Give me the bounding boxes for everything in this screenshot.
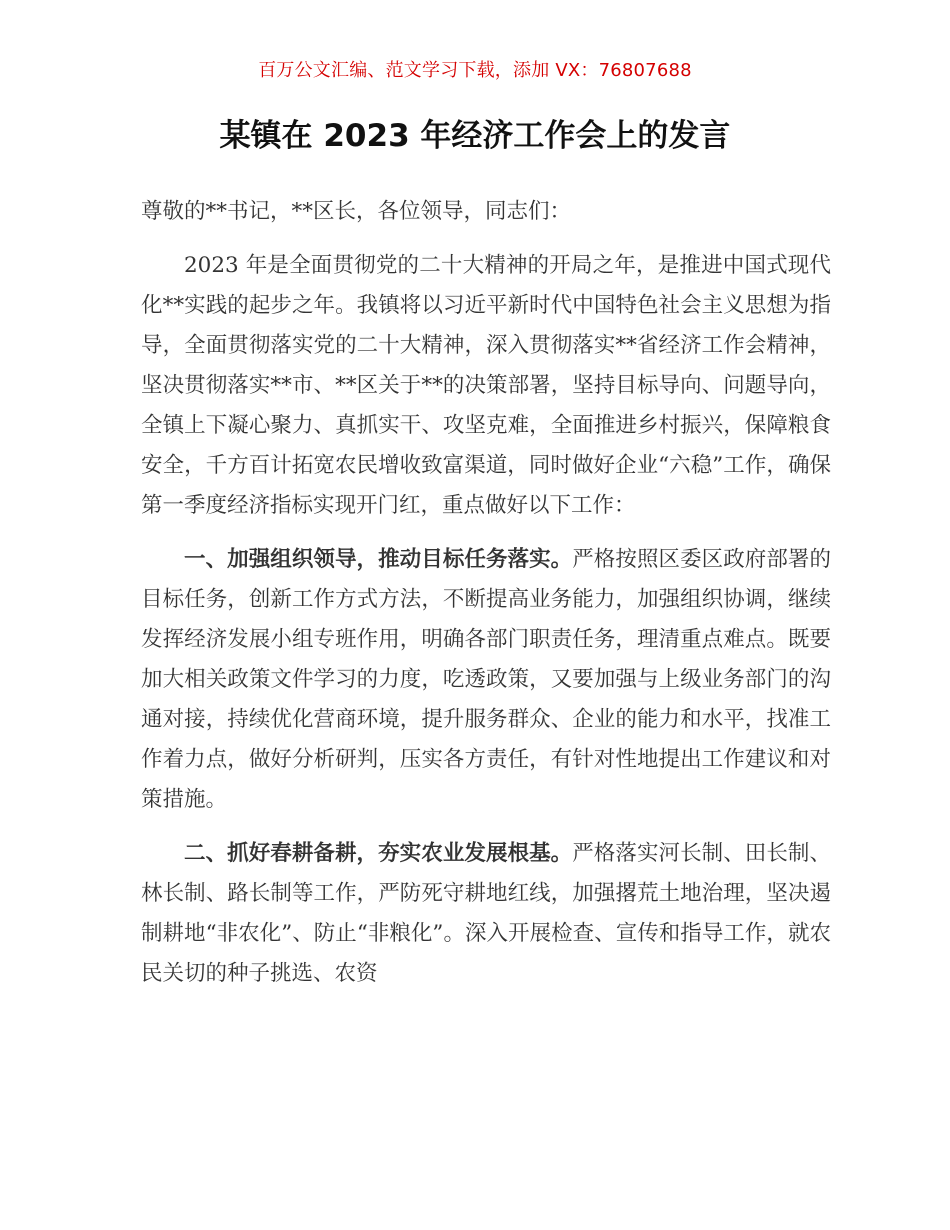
salutation: 尊敬的**书记，**区长，各位领导，同志们： (141, 199, 572, 224)
paragraph-intro-text: 2023 年是全面贯彻党的二十大精神的开局之年，是推进中国式现代化**实践的起步之年。我镇将以习近平新时代中国特色社会主义思想为指导，全面贯彻落实党的二十大精神，深入贯彻落实**省经济工作会精神，坚决贯彻落实**市、**区关于**的决策部署，坚持目标导向、问题导向，全镇上下凝心聚力、真抓实干、攻坚克难，全面推进乡村振兴，保障粮食安全，千方百计拓宽农民增收致富渠道，同时做好企业“六稳”工作，确保第一季度经济指标实现开门红，重点做好以下工作： (141, 253, 831, 518)
document-title: 某镇在 2023 年经济工作会上的发言 (219, 118, 731, 154)
document-body (141, 192, 831, 1008)
section-2-text: 严格落实河长制、田长制、林长制、路长制等工作，严防死守耕地红线，加强撂荒土地治理，坚决遏制耕地“非农化”、防止“非粮化”。深入开展检查、宣传和指导工作，就农民关切的种子挑选、农资 (141, 841, 831, 986)
paragraph-intro (141, 246, 831, 526)
section-1-heading: 一、加强组织领导，推动目标任务落实。 (184, 547, 573, 572)
paragraph-section-2 (141, 834, 831, 994)
section-2-heading: 二、抓好春耕备耕，夯实农业发展根基。 (184, 841, 573, 866)
section-1-text: 严格按照区委区政府部署的目标任务，创新工作方式方法，不断提高业务能力，加强组织协调，继续发挥经济发展小组专班作用，明确各部门职责任务，理清重点难点。既要加大相关政策文件学习的力度，吃透政策，又要加强与上级业务部门的沟通对接，持续优化营商环境，提升服务群众、企业的能力和水平，找准工作着力点，做好分析研判，压实各方责任，有针对性地提出工作建议和对策措施。 (141, 547, 831, 812)
header-watermark-note: 百万公文汇编、范文学习下载，添加 VX：76807688 (258, 60, 692, 81)
paragraph-section-1 (141, 540, 831, 820)
